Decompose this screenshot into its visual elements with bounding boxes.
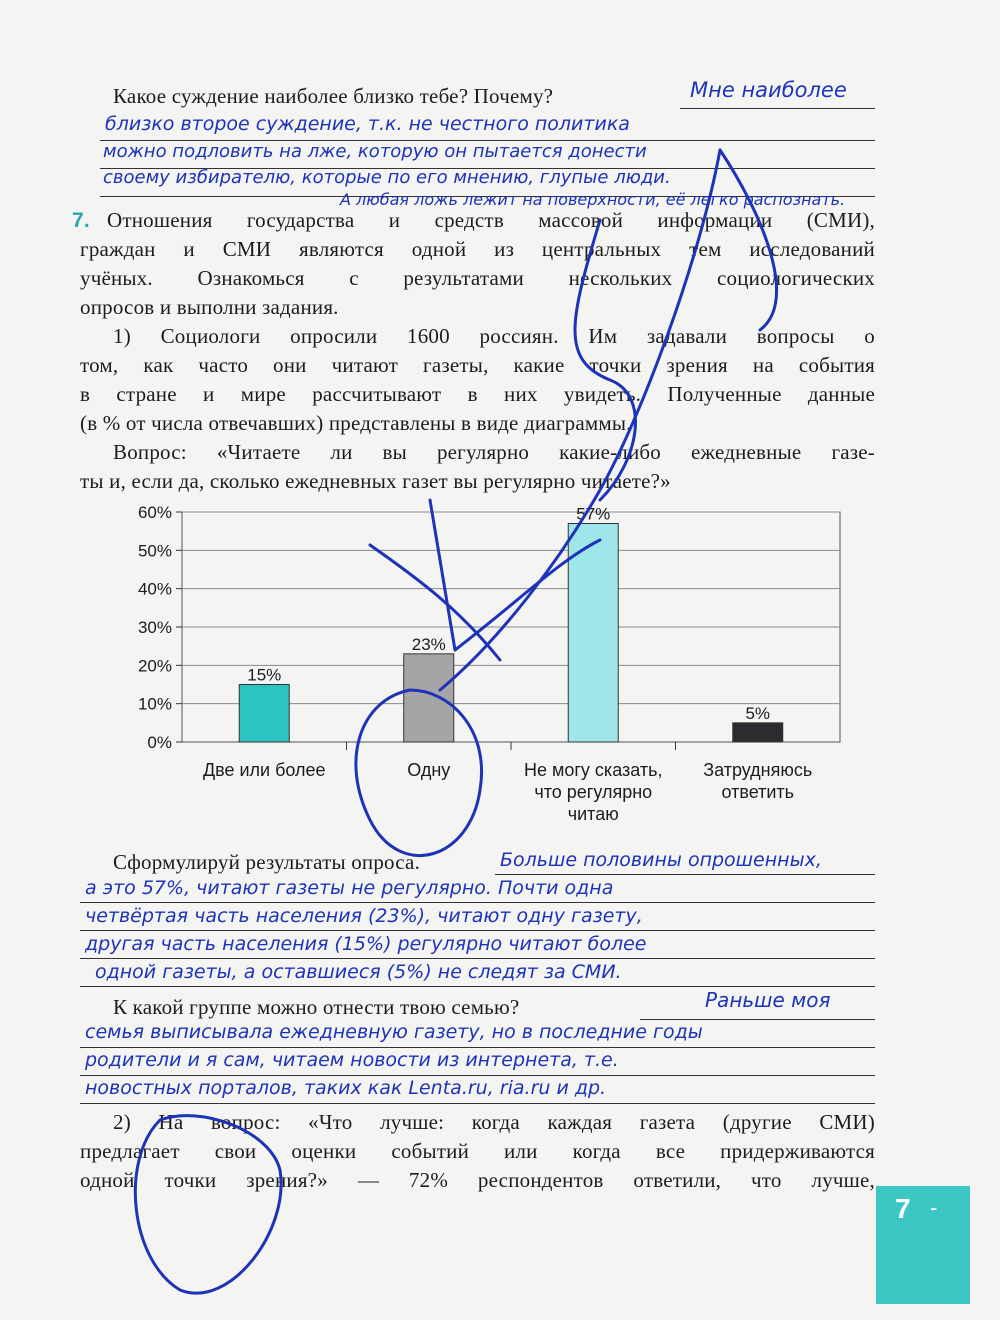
task7-question-1: Вопрос: «Читаете ли вы регулярно какие-либо ежедневные газе-	[113, 440, 875, 464]
task7-question-2: ты и, если да, сколько ежедневных газет вы регулярно читаете?»	[80, 469, 671, 493]
q1-answer-line-4: своему избирателю, которые по его мнению, глупые люди.	[103, 167, 671, 188]
data-label: 57%	[576, 504, 611, 524]
family-answer-line-3: родители и я сам, читаем новости из интернета, т.е.	[85, 1049, 619, 1071]
task7-intro-2: граждан и СМИ являются одной из центральных тем исследований	[80, 237, 875, 261]
q1-answer-line-5: А любая ложь лежит на поверхности, её легко распознать.	[340, 190, 846, 209]
task7-p1-4: (в % от числа отвечавших) представлены в виде диаграммы.	[80, 411, 632, 435]
p2-line-2: предлагает свои оценки событий или когда все придерживаются	[80, 1139, 875, 1163]
task7-number: 7.	[72, 209, 90, 232]
task7-p1-1: 1) Социологи опросили 1600 россиян. Им задавали вопросы о	[113, 324, 875, 348]
x-category-label: читаю	[567, 804, 619, 824]
p2-line-1: 2) На вопрос: «Что лучше: когда каждая газета (другие СМИ)	[113, 1110, 875, 1134]
bar	[733, 723, 783, 742]
y-tick-label: 10%	[137, 694, 172, 714]
family-answer-line-4: новостных порталов, таких как Lenta.ru, ria.ru и др.	[85, 1077, 607, 1099]
q1-question: Какое суждение наиболее близко тебе? Почему?	[113, 84, 554, 108]
task7-p1-3: в стране и мире рассчитывают в них увидеть. Полученные данные	[80, 382, 875, 406]
survey-bar-chart	[100, 490, 860, 835]
p2-line-3: одной точки зрения?» — 72% респондентов ответили, что лучше,	[80, 1168, 875, 1192]
page-number-dash: -	[930, 1195, 938, 1220]
x-category-label: Затрудняюсь	[703, 760, 813, 780]
y-tick-label: 40%	[137, 579, 172, 599]
y-tick-label: 0%	[147, 733, 172, 752]
x-category-label: Две или более	[202, 760, 326, 780]
page-number-box	[876, 1186, 970, 1304]
x-category-label: Не могу сказать,	[523, 760, 663, 780]
results-answer-line-4: другая часть населения (15%) регулярно читают более	[85, 933, 647, 955]
y-tick-label: 60%	[137, 503, 172, 522]
task7-intro-4: опросов и выполни задания.	[80, 295, 339, 319]
results-answer-line-1: Больше половины опрошенных,	[500, 849, 822, 871]
x-category-label: что регулярно	[534, 782, 653, 802]
data-label: 5%	[745, 703, 771, 723]
task7-intro-1: Отношения государства и средств массовой информации (СМИ),	[107, 208, 875, 232]
bar	[239, 685, 289, 743]
y-tick-label: 30%	[137, 618, 172, 637]
task7-p1-2: том, как часто они читают газеты, какие точки зрения на события	[80, 353, 875, 377]
x-category-label: Одну	[407, 760, 451, 780]
results-answer-line-2: а это 57%, читают газеты не регулярно. Почти одна	[85, 877, 614, 899]
family-answer-line-2: семья выписывала ежедневную газету, но в последние годы	[85, 1021, 703, 1043]
results-prompt: Сформулируй результаты опроса.	[113, 850, 421, 874]
x-category-label: ответить	[721, 782, 795, 802]
y-tick-label: 20%	[137, 656, 172, 676]
q1-answer-line-1: Мне наиболее	[690, 78, 847, 102]
data-label: 23%	[411, 634, 446, 654]
bar	[568, 524, 618, 743]
family-answer-line-1: Раньше моя	[705, 988, 831, 1012]
q1-answer-line-2: близко второе суждение, т.к. не честного политика	[105, 113, 630, 135]
results-answer-line-3: четвёртая часть населения (23%), читают одну газету,	[85, 905, 643, 927]
y-tick-label: 50%	[137, 541, 172, 561]
results-answer-line-5: одной газеты, а оставшиеся (5%) не следят за СМИ.	[95, 961, 622, 983]
data-label: 15%	[247, 665, 282, 685]
page-number: 7	[895, 1193, 911, 1224]
task7-intro-3: учёных. Ознакомься с результатами нескольких социологических	[80, 266, 875, 290]
q1-answer-line-3: можно подловить на лже, которую он пытается донести	[103, 141, 647, 162]
bar	[404, 654, 454, 742]
family-prompt: К какой группе можно отнести твою семью?	[113, 995, 520, 1019]
